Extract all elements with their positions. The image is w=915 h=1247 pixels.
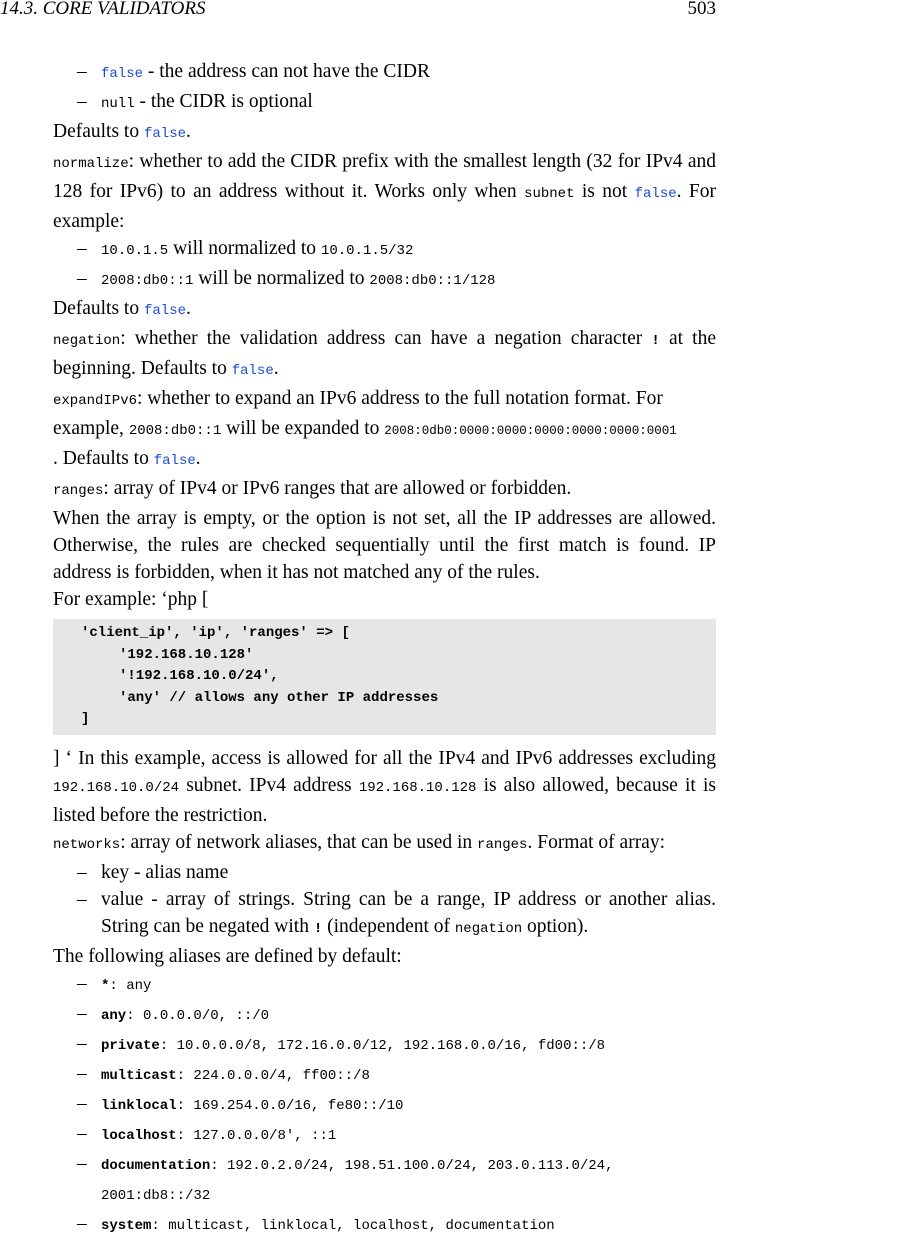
option-networks: networks: array of network aliases, that can be used in ranges. Format of array: (53, 831, 666, 853)
list-item: – documentation: 192.0.2.0/24, 198.51.100.0/24, 203.0.113.0/24, 2001:db8::/32 (77, 1152, 614, 1204)
example-explanation: ] ‘ In this example, access is allowed for all the IPv4 and IPv6 addresses excluding 192.168.10.0/24 subnet. IPv4 address 192.168.10.128 is also allowed, because it is listed before the restriction. (53, 747, 717, 826)
list-item: – value - array of strings. String can be a range, IP address or another alias. String can be negated with ! (independent of negation option). (77, 888, 716, 937)
list-item: – false - the address can not have the CIDR (77, 61, 431, 82)
list-item: – null - the CIDR is optional (77, 91, 313, 112)
ranges-description: When the array is empty, or the option is not set, all the IP addresses are allowed. Otherwise, the rules are checked sequentially until the first match is found. IP address is forbidden, when it has not matched any of the rules. (53, 508, 716, 583)
list-item: – localhost: 127.0.0.0/8', ::1 (77, 1122, 337, 1144)
list-item: – system: multicast, linklocal, localhost, documentation (77, 1212, 555, 1234)
option-expandipv6: expandIPv6: whether to expand an IPv6 address to the full notation format. For example, 2008:db0::1 will be expanded to 2008:0db0:0000:0000:0000:0000:0000:0001 . Defaults to false. (53, 388, 677, 469)
list-item: – private: 10.0.0.0/8, 172.16.0.0/12, 192.168.0.0/16, fd00::/8 (77, 1032, 606, 1054)
body-text (53, 58, 716, 1240)
code-line: ] (81, 711, 90, 727)
list-item: – 2008:db0::1 will be normalized to 2008:db0::1/128 (77, 268, 496, 289)
code-line: 'client_ip', 'ip', 'ranges' => [ (81, 625, 350, 641)
defaults-line: Defaults to false. (53, 121, 191, 142)
list-item: – multicast: 224.0.0.0/4, ff00::/8 (77, 1062, 370, 1084)
example-intro: For example: ‘php [ (53, 589, 209, 610)
list-item: – any: 0.0.0.0/0, ::/0 (77, 1002, 270, 1024)
code-line: '192.168.10.128' (119, 646, 254, 663)
list-item: – linklocal: 169.254.0.0/16, fe80::/10 (77, 1092, 404, 1114)
list-item: – 10.0.1.5 will normalized to 10.0.1.5/32 (77, 238, 414, 259)
code-block (53, 619, 716, 735)
option-ranges: ranges: array of IPv4 or IPv6 ranges that are allowed or forbidden. (53, 478, 572, 499)
code-line: '!192.168.10.0/24', (119, 668, 279, 684)
defaults-line: Defaults to false. (53, 298, 191, 319)
page-number: 503 (687, 0, 716, 19)
running-header (0, 0, 716, 22)
option-normalize: normalize: whether to add the CIDR prefix with the smallest length (32 for IPv4 and 128 for IPv6) to an address without it. Works only when subnet is not false. For example: (53, 151, 716, 232)
list-item: – key - alias name (77, 861, 229, 883)
option-negation: negation: whether the validation address can have a negation character ! at the beginning. Defaults to false. (53, 328, 717, 379)
list-item: – *: any (77, 972, 152, 994)
section-title: 14.3. CORE VALIDATORS (0, 0, 206, 19)
code-line: 'any' // allows any other IP addresses (119, 689, 439, 706)
aliases-intro: The following aliases are defined by default: (53, 945, 402, 967)
